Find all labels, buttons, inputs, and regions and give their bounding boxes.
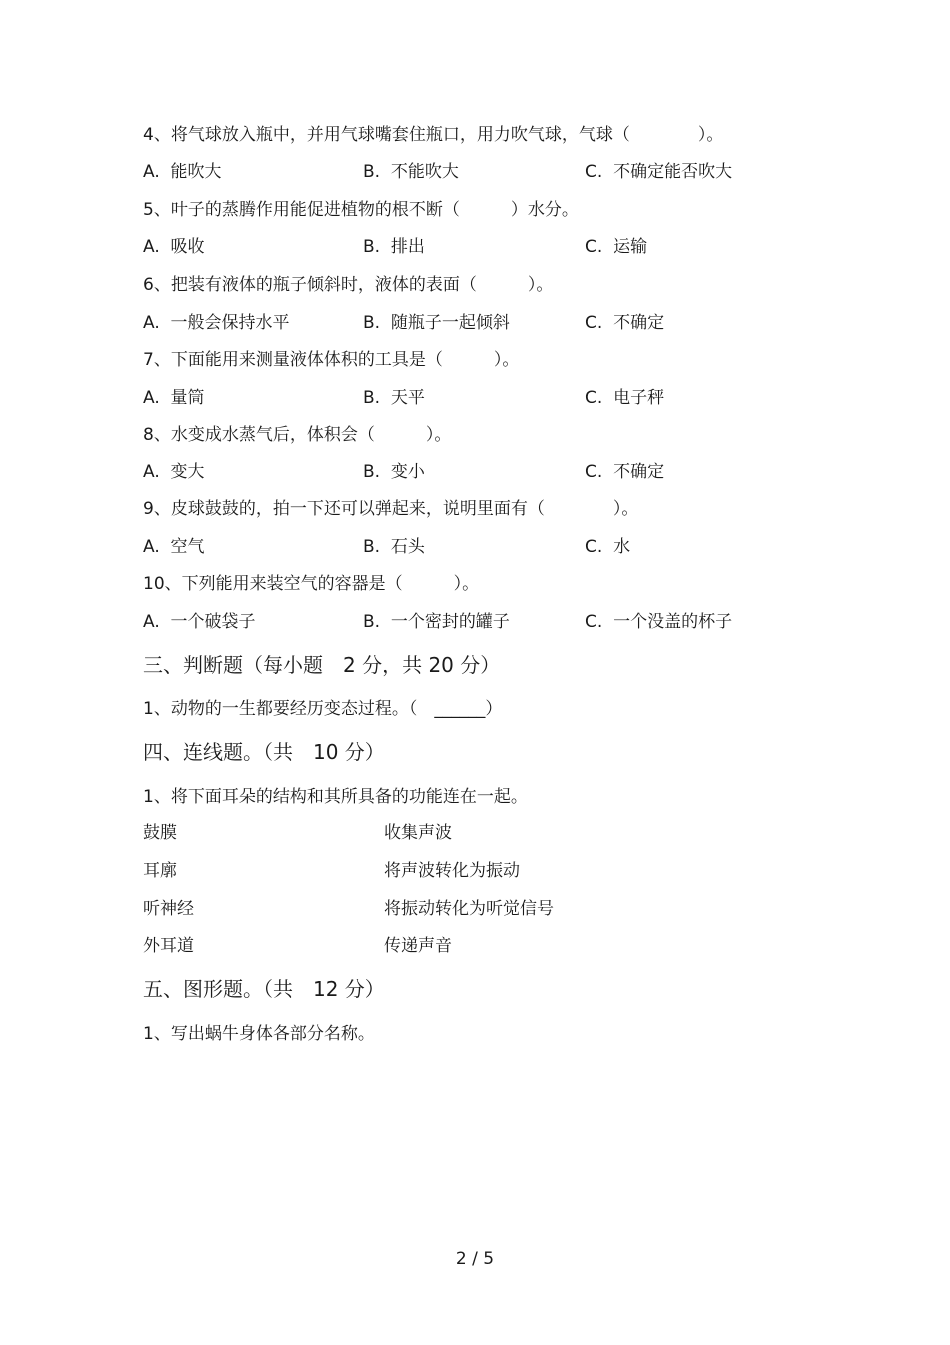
question-5-option-c: C. 运输: [585, 237, 648, 257]
section-4-item-1: 1、将下面耳朵的结构和其所具备的功能连在一起。: [143, 787, 528, 807]
question-5-stem: 5、叶子的蒸腾作用能促进植物的根不断（ ）水分。: [143, 200, 579, 220]
question-7-stem: 7、下面能用来测量液体体积的工具是（ ）。: [143, 350, 520, 370]
question-5-option-a: A. 吸收: [143, 237, 205, 257]
match-right-item: 将振动转化为听觉信号: [384, 899, 554, 919]
question-8-option-a: A. 变大: [143, 462, 205, 482]
question-6-option-b: B. 随瓶子一起倾斜: [363, 313, 510, 333]
question-7-option-a: A. 量筒: [143, 388, 205, 408]
question-4-option-b: B. 不能吹大: [363, 162, 459, 182]
question-10-option-c: C. 一个没盖的杯子: [585, 612, 733, 632]
section-3-title: 三、判断题（每小题 2 分，共 20 分）: [143, 653, 501, 677]
question-9-stem: 9、皮球鼓鼓的，拍一下还可以弹起来，说明里面有（ ）。: [143, 499, 639, 519]
question-8-stem: 8、水变成水蒸气后，体积会（ ）。: [143, 425, 452, 445]
section-5-item-1: 1、写出蜗牛身体各部分名称。: [143, 1024, 375, 1044]
section-3-item-1: 1、动物的一生都要经历变态过程。（ ______）: [143, 699, 503, 719]
question-8-option-b: B. 变小: [363, 462, 425, 482]
question-10-option-b: B. 一个密封的罐子: [363, 612, 510, 632]
page-number: 2 / 5: [455, 1249, 495, 1269]
question-10-option-a: A. 一个破袋子: [143, 612, 256, 632]
question-6-option-a: A. 一般会保持水平: [143, 313, 290, 333]
question-6-option-c: C. 不确定: [585, 313, 665, 333]
match-right-item: 将声波转化为振动: [384, 861, 520, 881]
question-4-option-a: A. 能吹大: [143, 162, 222, 182]
match-left-item: 听神经: [143, 899, 194, 919]
match-right-item: 收集声波: [384, 823, 452, 843]
question-6-stem: 6、把装有液体的瓶子倾斜时，液体的表面（ ）。: [143, 275, 554, 295]
question-9-option-b: B. 石头: [363, 537, 425, 557]
question-9-option-c: C. 水: [585, 537, 631, 557]
match-left-item: 外耳道: [143, 936, 194, 956]
match-left-item: 耳廓: [143, 861, 177, 881]
question-8-option-c: C. 不确定: [585, 462, 665, 482]
match-left-item: 鼓膜: [143, 823, 177, 843]
match-right-item: 传递声音: [384, 936, 452, 956]
question-7-option-c: C. 电子秤: [585, 388, 665, 408]
question-5-option-b: B. 排出: [363, 237, 425, 257]
question-4-stem: 4、将气球放入瓶中，并用气球嘴套住瓶口，用力吹气球，气球（ ）。: [143, 125, 724, 145]
question-9-option-a: A. 空气: [143, 537, 205, 557]
question-7-option-b: B. 天平: [363, 388, 425, 408]
section-4-title: 四、连线题。（共 10 分）: [143, 740, 385, 764]
question-10-stem: 10、下列能用来装空气的容器是（ ）。: [143, 574, 480, 594]
question-4-option-c: C. 不确定能否吹大: [585, 162, 733, 182]
section-5-title: 五、图形题。（共 12 分）: [143, 977, 385, 1001]
